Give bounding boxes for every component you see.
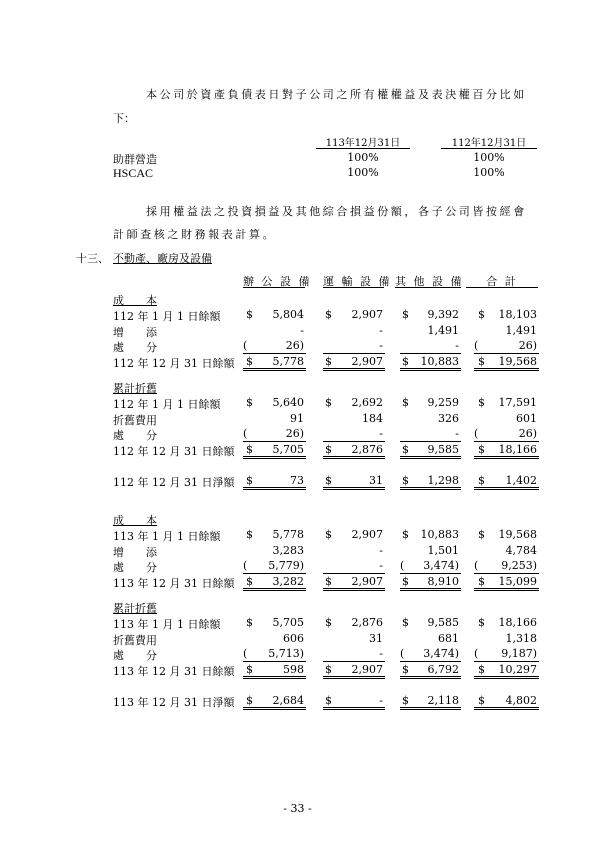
row-label: 處 分 <box>113 341 157 354</box>
table-cell-value: 26) <box>518 427 537 440</box>
paren-open: ( <box>474 339 479 352</box>
total-double-rule <box>474 368 539 371</box>
table-cell-value: 19,568 <box>498 528 537 541</box>
table-cell-value: 4,802 <box>505 694 537 707</box>
table-cell-value: - <box>300 323 304 337</box>
table-cell-value: 598 <box>283 662 304 676</box>
paren-open: ( <box>474 647 479 660</box>
table-cell-value: 5,640 <box>272 396 304 409</box>
table-cell-value: 2,907 <box>351 662 383 676</box>
row-label: 113 年 12 月 31 日餘額 <box>113 664 235 678</box>
ownership-row-v1: 100% <box>347 166 379 179</box>
table-cell-value: 26) <box>285 339 304 352</box>
table-cell-value: 31 <box>369 474 383 487</box>
column-header-rule <box>243 287 305 288</box>
dollar-sign: $ <box>246 354 253 368</box>
dollar-sign: $ <box>402 616 409 629</box>
row-label: 113 年 12 月 31 日淨額 <box>113 696 235 709</box>
total-double-rule <box>474 588 539 591</box>
table-cell-value: 606 <box>283 631 304 645</box>
column-header: 辦 公 設 備 <box>243 275 312 288</box>
dollar-sign: $ <box>325 662 332 676</box>
block-title: 累計折舊 <box>113 382 157 395</box>
dollar-sign: $ <box>478 662 485 676</box>
table-cell-value: 3,474) <box>423 647 459 660</box>
ownership-row-name: 助群營造 <box>113 153 157 166</box>
page-number: - 33 - <box>283 802 312 815</box>
column-header-rule <box>323 287 384 288</box>
table-cell-value: 681 <box>438 631 459 645</box>
total-double-rule <box>243 588 306 591</box>
dollar-sign: $ <box>478 396 485 409</box>
dollar-sign: $ <box>325 528 332 541</box>
table-cell-value: 2,118 <box>427 694 459 707</box>
table-cell-value: 18,103 <box>498 308 537 321</box>
dollar-sign: $ <box>246 662 253 676</box>
total-double-rule <box>400 588 461 591</box>
dollar-sign: $ <box>402 528 409 541</box>
table-cell-value: 1,501 <box>427 543 459 557</box>
table-cell-value: 9,392 <box>427 308 459 321</box>
dollar-sign: $ <box>402 442 409 456</box>
dollar-sign: $ <box>246 694 253 707</box>
table-cell-value: 3,282 <box>272 574 304 588</box>
row-label: 112 年 12 月 31 日餘額 <box>113 444 235 458</box>
column-header-rule <box>466 287 538 288</box>
dollar-sign: $ <box>478 474 485 487</box>
row-label: 折舊費用 <box>113 413 157 427</box>
dollar-sign: $ <box>325 354 332 368</box>
table-cell-value: 9,585 <box>427 616 459 629</box>
ownership-row-v2: 100% <box>473 151 505 164</box>
table-cell-value: 18,166 <box>498 616 537 629</box>
dollar-sign: $ <box>402 396 409 409</box>
table-cell-value: 2,692 <box>351 396 383 409</box>
table-cell-value: 4,784 <box>505 543 537 557</box>
total-double-rule <box>323 707 385 710</box>
table-cell-value: 2,907 <box>351 574 383 588</box>
column-header: 運 輸 設 備 <box>323 275 392 288</box>
ownership-text-line2: 下： <box>113 112 135 125</box>
row-label: 增 添 <box>113 545 157 559</box>
total-double-rule <box>323 456 385 459</box>
table-cell-value: 2,876 <box>351 442 383 456</box>
row-label: 112 年 1 月 1 日餘額 <box>113 310 221 323</box>
block-title: 成 本 <box>113 514 157 527</box>
total-double-rule <box>400 456 461 459</box>
equity-para-line1: 採用權益法之投資損益及其他綜合損益份額，各子公司皆按經會 <box>146 205 527 218</box>
total-double-rule <box>400 368 461 371</box>
dollar-sign: $ <box>325 616 332 629</box>
row-label: 112 年 12 月 31 日淨額 <box>113 476 235 489</box>
table-cell-value: 17,591 <box>498 396 537 409</box>
table-cell-value: - <box>379 647 383 660</box>
table-cell-value: - <box>455 427 459 440</box>
dollar-sign: $ <box>402 574 409 588</box>
paren-open: ( <box>474 559 479 572</box>
table-cell-value: 5,778 <box>272 354 304 368</box>
table-cell-value: 9,253) <box>501 559 537 572</box>
table-cell-value: 1,298 <box>427 474 459 487</box>
table-cell-value: 10,883 <box>420 528 459 541</box>
row-label: 折舊費用 <box>113 633 157 647</box>
ownership-text-line1: 本公司於資產負債表日對子公司之所有權權益及表決權百分比如 <box>146 88 527 101</box>
ownership-col1-date: 113年12月31日 <box>325 138 401 149</box>
total-double-rule <box>400 707 461 710</box>
table-cell-value: 2,907 <box>351 308 383 321</box>
table-cell-value: 31 <box>369 631 383 645</box>
table-cell-value: 10,297 <box>498 662 537 676</box>
dollar-sign: $ <box>246 442 253 456</box>
table-cell-value: 1,318 <box>505 631 537 645</box>
dollar-sign: $ <box>246 574 253 588</box>
table-cell-value: 5,804 <box>272 308 304 321</box>
dollar-sign: $ <box>478 354 485 368</box>
table-cell-value: 5,705 <box>272 616 304 629</box>
dollar-sign: $ <box>246 474 253 487</box>
column-header-rule <box>395 287 461 288</box>
table-cell-value: 10,883 <box>420 354 459 368</box>
row-label: 處 分 <box>113 429 157 442</box>
paren-open: ( <box>243 339 248 352</box>
dollar-sign: $ <box>246 396 253 409</box>
table-cell-value: 73 <box>290 474 304 487</box>
row-label: 112 年 12 月 31 日餘額 <box>113 356 235 370</box>
block-title: 累計折舊 <box>113 602 157 615</box>
paren-open: ( <box>400 559 405 572</box>
dollar-sign: $ <box>478 574 485 588</box>
table-cell-value: 1,402 <box>505 474 537 487</box>
total-double-rule <box>323 588 385 591</box>
table-cell-value: - <box>379 559 383 572</box>
total-double-rule <box>243 487 306 490</box>
dollar-sign: $ <box>402 308 409 321</box>
column-header: 合 計 <box>486 275 518 288</box>
total-double-rule <box>474 456 539 459</box>
table-cell-value: - <box>379 543 383 557</box>
ownership-row-name: HSCAC <box>113 166 154 180</box>
total-double-rule <box>474 707 539 710</box>
paren-open: ( <box>243 647 248 660</box>
table-cell-value: 9,187) <box>501 647 537 660</box>
total-double-rule <box>323 368 385 371</box>
column-header: 其 他 設 備 <box>395 275 464 288</box>
total-double-rule <box>323 676 385 679</box>
dollar-sign: $ <box>325 694 332 707</box>
table-cell-value: 9,585 <box>427 442 459 456</box>
paren-open: ( <box>243 427 248 440</box>
dollar-sign: $ <box>478 616 485 629</box>
dollar-sign: $ <box>325 574 332 588</box>
row-label: 增 添 <box>113 325 157 339</box>
table-cell-value: 6,792 <box>427 662 459 676</box>
row-label: 113 年 1 月 1 日餘額 <box>113 530 221 543</box>
total-double-rule <box>400 676 461 679</box>
row-label: 處 分 <box>113 649 157 662</box>
table-cell-value: 8,910 <box>427 574 459 588</box>
dollar-sign: $ <box>325 474 332 487</box>
table-cell-value: 2,876 <box>351 616 383 629</box>
section-number: 十三、 <box>76 252 109 265</box>
table-cell-value: 18,166 <box>498 442 537 456</box>
total-double-rule <box>323 487 385 490</box>
paren-open: ( <box>474 427 479 440</box>
table-cell-value: 5,779) <box>268 559 304 572</box>
table-cell-value: - <box>379 427 383 440</box>
total-double-rule <box>474 487 539 490</box>
table-cell-value: 5,778 <box>272 528 304 541</box>
dollar-sign: $ <box>478 528 485 541</box>
table-cell-value: 326 <box>438 411 459 425</box>
dollar-sign: $ <box>478 308 485 321</box>
total-double-rule <box>400 487 461 490</box>
ownership-col2-date: 112年12月31日 <box>451 138 527 149</box>
table-cell-value: 2,684 <box>272 694 304 707</box>
dollar-sign: $ <box>246 308 253 321</box>
dollar-sign: $ <box>478 442 485 456</box>
table-cell-value: 1,491 <box>427 323 459 337</box>
section-title: 不動產、廠房及設備 <box>113 252 212 265</box>
table-cell-value: 2,907 <box>351 354 383 368</box>
table-cell-value: 5,713) <box>268 647 304 660</box>
ownership-col1-rule <box>316 148 410 149</box>
dollar-sign: $ <box>246 616 253 629</box>
dollar-sign: $ <box>478 694 485 707</box>
total-double-rule <box>243 368 306 371</box>
table-cell-value: 3,474) <box>423 559 459 572</box>
table-cell-value: 26) <box>285 427 304 440</box>
paren-open: ( <box>400 647 405 660</box>
table-cell-value: 15,099 <box>498 574 537 588</box>
table-cell-value: 5,705 <box>272 442 304 456</box>
block-title: 成 本 <box>113 294 157 307</box>
table-cell-value: 9,259 <box>427 396 459 409</box>
table-cell-value: 91 <box>290 411 304 425</box>
dollar-sign: $ <box>402 662 409 676</box>
table-cell-value: - <box>379 323 383 337</box>
total-double-rule <box>243 456 306 459</box>
table-cell-value: 1,491 <box>505 323 537 337</box>
ownership-row-v2: 100% <box>473 166 505 179</box>
dollar-sign: $ <box>402 694 409 707</box>
dollar-sign: $ <box>402 474 409 487</box>
row-label: 112 年 1 月 1 日餘額 <box>113 398 221 411</box>
ownership-row-v1: 100% <box>347 151 379 164</box>
ownership-col2-rule <box>441 148 537 149</box>
table-cell-value: - <box>455 339 459 352</box>
row-label: 113 年 1 月 1 日餘額 <box>113 618 221 631</box>
table-cell-value: 2,907 <box>351 528 383 541</box>
paren-open: ( <box>243 559 248 572</box>
dollar-sign: $ <box>325 396 332 409</box>
table-cell-value: 601 <box>516 411 537 425</box>
dollar-sign: $ <box>402 354 409 368</box>
total-double-rule <box>243 676 306 679</box>
row-label: 113 年 12 月 31 日餘額 <box>113 576 235 590</box>
table-cell-value: - <box>379 339 383 352</box>
total-double-rule <box>474 676 539 679</box>
equity-para-line2: 計師查核之財務報表計算。 <box>113 228 277 241</box>
table-cell-value: 19,568 <box>498 354 537 368</box>
table-cell-value: 3,283 <box>272 543 304 557</box>
dollar-sign: $ <box>325 442 332 456</box>
table-cell-value: - <box>379 694 383 707</box>
dollar-sign: $ <box>325 308 332 321</box>
table-cell-value: 184 <box>362 411 383 425</box>
row-label: 處 分 <box>113 561 157 574</box>
total-double-rule <box>243 707 306 710</box>
table-cell-value: 26) <box>518 339 537 352</box>
dollar-sign: $ <box>246 528 253 541</box>
